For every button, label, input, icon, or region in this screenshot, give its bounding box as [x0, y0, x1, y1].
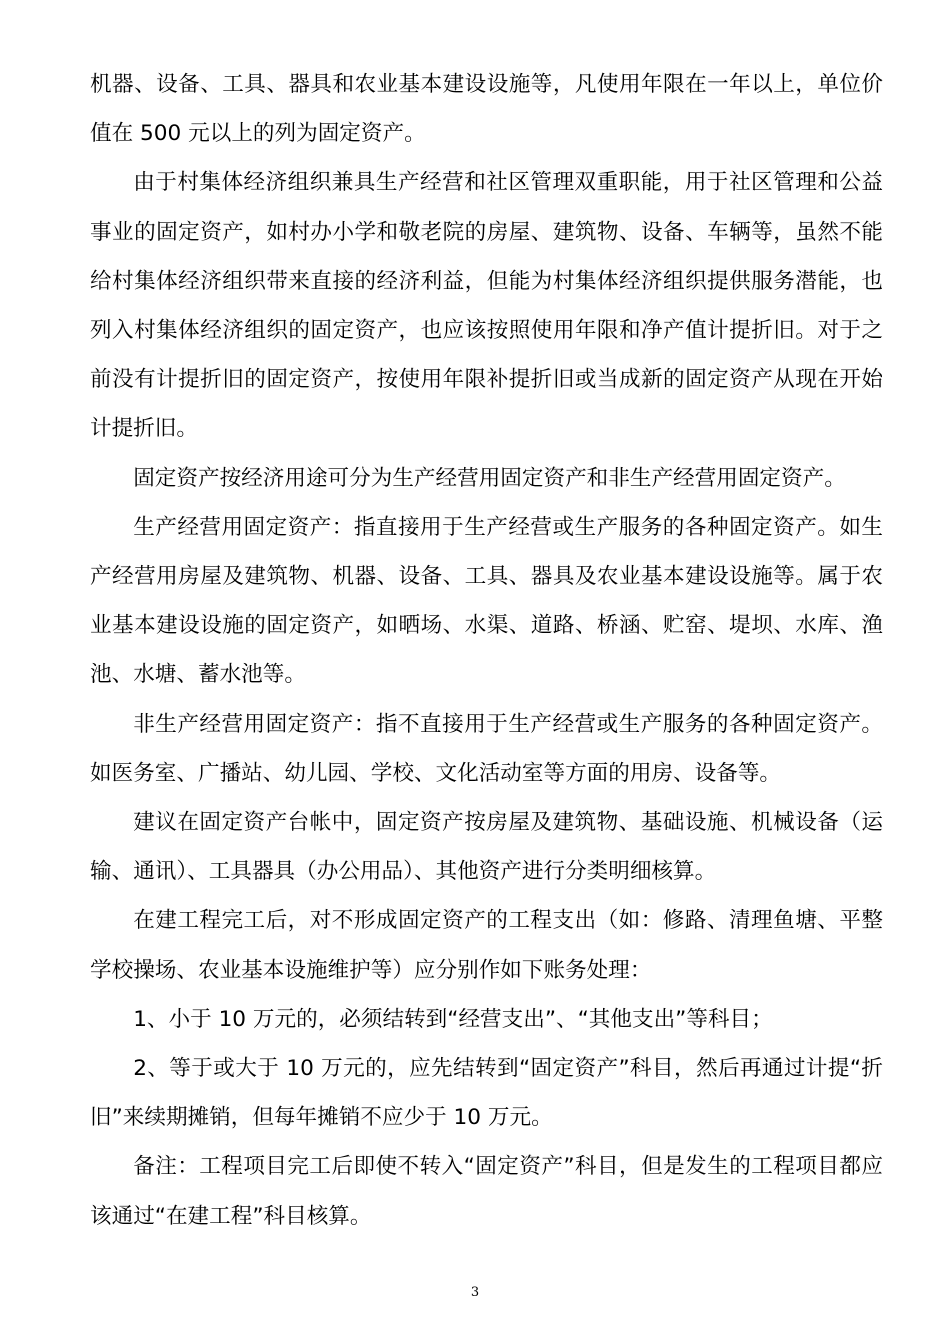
list-item-under-100k: 1、小于 10 万元的，必须结转到“经营支出”、“其他支出”等科目；: [133, 1006, 773, 1032]
paragraph-dual-function-assets: 由于村集体经济组织兼具生产经营和社区管理双重职能，用于社区管理和公益事业的固定资产，如村办小学和敬老院的房屋、建筑物、设备、车辆等，虽然不能给村集体经济组织带来直接的经济利益，但能为村集体经济组织提供服务潜能，也列入村集体经济组织的固定资产，也应该按照使用年限和净产值计提折旧。对于之前没有计提折旧的固定资产，按使用年限补提折旧或当成新的固定资产从现在开始计提折旧。: [90, 170, 883, 442]
document-body: [90, 60, 883, 1241]
list-item-over-100k: 2、等于或大于 10 万元的，应先结转到“固定资产”科目，然后再通过计提“折旧”来续期摊销，但每年摊销不应少于 10 万元。: [90, 1056, 883, 1131]
paragraph-asset-classification: 固定资产按经济用途可分为生产经营用固定资产和非生产经营用固定资产。: [133, 465, 846, 491]
page-number: 3: [470, 1285, 480, 1300]
paragraph-continued: 机器、设备、工具、器具和农业基本建设设施等，凡使用年限在一年以上，单位价值在 500 元以上的列为固定资产。: [90, 72, 883, 147]
paragraph-ledger-suggestion: 建议在固定资产台帐中，固定资产按房屋及建筑物、基础设施、机械设备（运输、通讯）、工具器具（办公用品）、其他资产进行分类明细核算。: [90, 810, 883, 885]
paragraph-construction-completion: 在建工程完工后，对不形成固定资产的工程支出（如：修路、清理鱼塘、平整学校操场、农业基本设施维护等）应分别作如下账务处理：: [90, 908, 883, 983]
paragraph-remark: 备注：工程项目完工后即使不转入“固定资产”科目，但是发生的工程项目都应该通过“在建工程”科目核算。: [90, 1154, 883, 1229]
paragraph-production-assets: 生产经营用固定资产：指直接用于生产经营或生产服务的各种固定资产。如生产经营用房屋及建筑物、机器、设备、工具、器具及农业基本建设设施等。属于农业基本建设设施的固定资产，如晒场、水渠、道路、桥涵、贮窑、堤坝、水库、渔池、水塘、蓄水池等。: [90, 514, 883, 688]
paragraph-non-production-assets: 非生产经营用固定资产：指不直接用于生产经营或生产服务的各种固定资产。如医务室、广播站、幼儿园、学校、文化活动室等方面的用房、设备等。: [90, 711, 883, 786]
